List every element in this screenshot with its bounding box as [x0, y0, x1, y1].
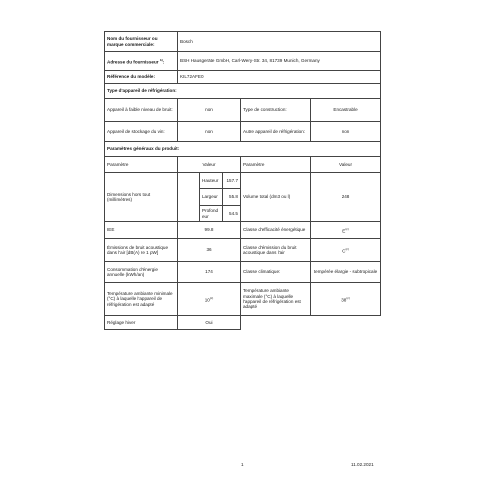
document-date: 11.02.2021	[351, 462, 374, 467]
supplier-label: Nom du fournisseur ou marque commerciale:	[105, 32, 178, 52]
header-param: Paramètre	[105, 157, 178, 173]
param-value: 99.8	[178, 222, 241, 239]
dimensions-row	[105, 173, 381, 189]
largeur-label: Largeur	[200, 189, 223, 206]
type-value: non	[178, 122, 241, 142]
header-value2: Valeur	[311, 157, 381, 173]
winter-row	[105, 316, 381, 330]
param-label2: Classe d'émission du bruit acoustique dans l'air	[241, 239, 311, 262]
profondeur-label: Profondeur	[200, 206, 223, 222]
hauteur-label: Hauteur	[200, 173, 223, 189]
param-label2: Classe climatique:	[241, 262, 311, 283]
type-row	[105, 122, 381, 142]
param-value: 36	[178, 239, 241, 262]
address-value: BSH Hausgeräte GmbH, Carl-Wery-Str. 34, 81739 Munich, Germany	[178, 52, 381, 71]
header-param2: Paramètre	[241, 157, 311, 173]
param-label2: Température ambiante maximale (°C) à laquelle l'appareil de réfrigération est adapté	[241, 283, 311, 316]
param-label: Consommation d'énergie annuelle (kWh/an)	[105, 262, 178, 283]
profondeur-value: 54.5	[223, 206, 241, 222]
param-label2: Classe d'efficacité énergétique	[241, 222, 311, 239]
param-value2: 38$^{(c)}$	[311, 283, 381, 316]
address-row	[105, 52, 381, 71]
type-section-title: Type d'appareil de réfrigération:	[105, 84, 381, 99]
largeur-value: 55.8	[223, 189, 241, 206]
param-value2: $E^{(c)}$	[311, 222, 381, 239]
type-label2: Autre appareil de réfrigération:	[241, 122, 311, 142]
volume-label: Volume total (dm3 ou l)	[241, 173, 311, 222]
energy-datasheet	[104, 31, 380, 330]
address-label: Adresse du fournisseur $^{b)}$:	[105, 52, 178, 71]
type-value: non	[178, 99, 241, 122]
param-label: Émissions de bruit acoustique dans l'air [dB(A) re 1 pW]	[105, 239, 178, 262]
supplier-row	[105, 32, 381, 52]
model-label: Référence du modèle:	[105, 71, 178, 84]
param-row	[105, 222, 381, 239]
hauteur-value: 157.7	[223, 173, 241, 189]
type-label: Appareil de stockage du vin:	[105, 122, 178, 142]
type-row	[105, 99, 381, 122]
winter-value: Oui	[178, 316, 241, 330]
param-value: 10$^{(c)}$	[178, 283, 241, 316]
type-label2: Type de construction:	[241, 99, 311, 122]
supplier-value: Bosch	[178, 32, 381, 52]
type-value2: Encastrable	[311, 99, 381, 122]
params-header-row	[105, 157, 381, 173]
param-row	[105, 262, 381, 283]
type-section-row	[105, 84, 381, 99]
type-label: Appareil à faible niveau de bruit:	[105, 99, 178, 122]
type-value2: non	[311, 122, 381, 142]
param-label: IEE	[105, 222, 178, 239]
winter-label: Réglage hiver	[105, 316, 178, 330]
params-section-row	[105, 142, 381, 157]
param-value: 174	[178, 262, 241, 283]
model-value: KIL72AFE0	[178, 71, 381, 84]
param-row	[105, 283, 381, 316]
dimensions-label: Dimensions hors tout (millimètres)	[105, 173, 178, 222]
header-value: Valeur	[178, 157, 241, 173]
param-value2: tempérée élargie - subtropicale	[311, 262, 381, 283]
page-number: 1	[241, 462, 244, 467]
datasheet-table	[104, 31, 381, 330]
param-row	[105, 239, 381, 262]
volume-value: 248	[311, 173, 381, 222]
model-row	[105, 71, 381, 84]
param-value2: $C^{(c)}$	[311, 239, 381, 262]
param-label: Température ambiante minimale (°C) à laquelle l'appareil de réfrigération est adapté	[105, 283, 178, 316]
params-section-title: Paramètres généraux du produit:	[105, 142, 381, 157]
